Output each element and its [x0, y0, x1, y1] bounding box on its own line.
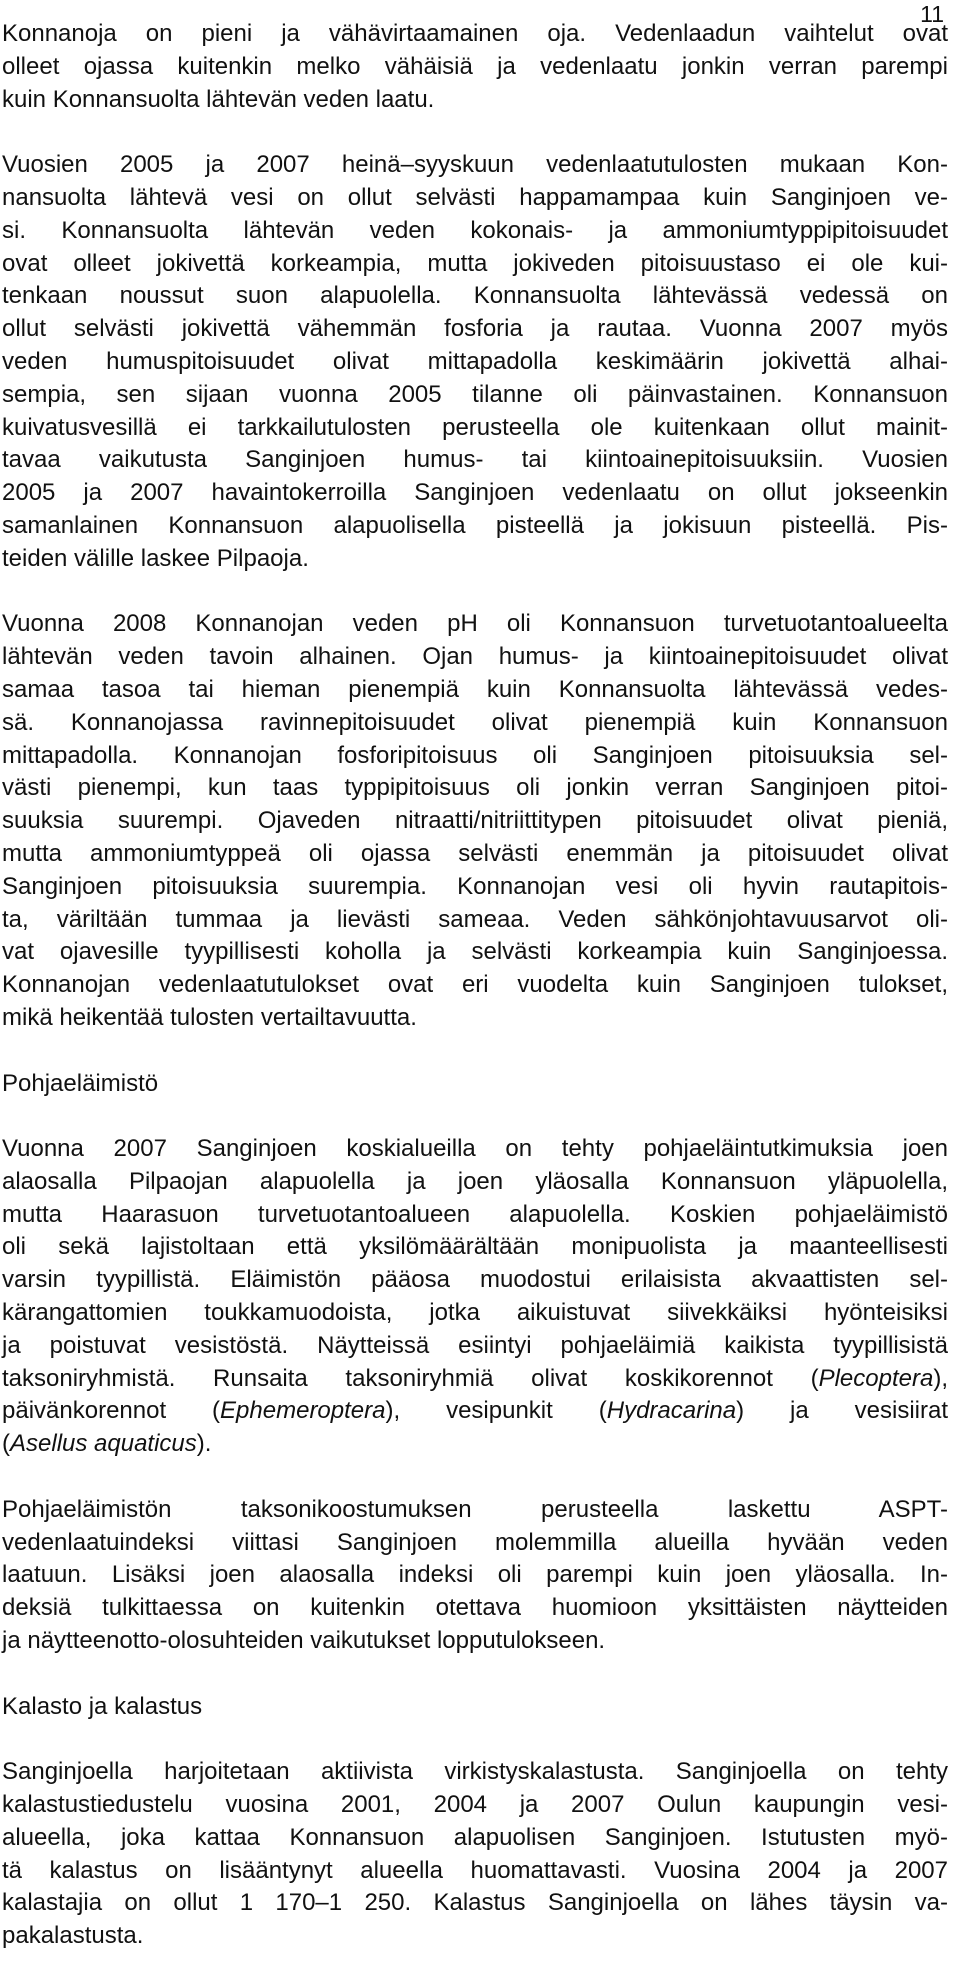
text-run: taksoniryhmistä. Runsaita taksoniryhmiä olivat koskikorennot (	[2, 1364, 819, 1392]
text-line: tä kalastus on lisääntynyt alueella huomattavasti. Vuosina 2004 ja 2007	[2, 1856, 948, 1884]
paragraph-fishing	[2, 1756, 948, 1953]
text-run: ).	[196, 1430, 212, 1458]
text-line: Vuonna 2008 Konnanojan veden pH oli Konnansuon turvetuotantoalueelta	[2, 610, 948, 638]
text-line: deksiä tulkittaessa on kuitenkin otettava huomioon yksittäisten näytteiden	[2, 1594, 948, 1622]
text-line: Vuonna 2007 Sanginjoen koskialueilla on tehty pohjaeläintutkimuksia joen	[2, 1135, 948, 1163]
text-run: ) ja vesisiirat	[736, 1397, 949, 1425]
text-line: samanlainen Konnansuon alapuolisella pisteellä ja jokisuun pisteellä. Pis-	[2, 511, 948, 539]
text-line: kärangattomien toukkamuodoista, jotka aikuistuvat siivekkäiksi hyönteisiksi	[2, 1299, 948, 1327]
text-line: Sanginjoella harjoitetaan aktiivista virkistyskalastusta. Sanginjoella on tehty	[2, 1758, 948, 1786]
text-line: kuin Konnansuolta lähtevän veden laatu.	[2, 85, 435, 113]
taxon-name-hydracarina: Hydracarina	[606, 1397, 737, 1425]
text-line: vat ojavesille tyypillisesti koholla ja selvästi korkeampia kuin Sanginjoessa.	[2, 938, 948, 966]
text-line: olleet ojassa kuitenkin melko vähäisiä ja vedenlaatu jonkin verran parempi	[2, 52, 948, 80]
text-line: ja poistuvat vesistöstä. Näytteissä esiintyi pohjaeläimiä kaikista tyypillisistä	[2, 1331, 948, 1359]
text-line: mikä heikentää tulosten vertailtavuutta.	[2, 1003, 417, 1031]
text-line: Sanginjoen pitoisuuksia suurempia. Konnanojan vesi oli hyvin rautapitois-	[2, 872, 948, 900]
text-line: varsin tyypillistä. Eläimistön pääosa muodostui erilaisista akvaattisten sel-	[2, 1266, 948, 1294]
text-line: pakalastusta.	[2, 1922, 144, 1950]
text-line: kalastustiedustelu vuosina 2001, 2004 ja 2007 Oulun kaupungin vesi-	[2, 1791, 948, 1819]
text-line: mutta ammoniumtyppeä oli ojassa selvästi enemmän ja pitoisuudet olivat	[2, 839, 948, 867]
paragraph-gap	[2, 1658, 948, 1691]
taxon-name-ephemeroptera: Ephemeroptera	[220, 1397, 386, 1425]
text-line: Pohjaeläimistön taksonikoostumuksen perusteella laskettu ASPT-	[2, 1495, 948, 1523]
text-run: (	[2, 1430, 10, 1458]
text-line: sempia, sen sijaan vuonna 2005 tilanne oli päinvastainen. Konnansuon	[2, 380, 948, 408]
taxon-name-asellus-aquaticus: Asellus aquaticus	[10, 1430, 197, 1458]
text-line: ollut selvästi jokivettä vähemmän fosforia ja rautaa. Vuonna 2007 myös	[2, 315, 948, 343]
text-run: päivänkorennot (	[2, 1397, 221, 1425]
paragraph-konnanoja-intro	[2, 18, 948, 116]
page-number: 11	[920, 1, 944, 27]
text-line: suuksia suurempi. Ojaveden nitraatti/nitriittitypen pitoisuudet olivat pieniä,	[2, 807, 948, 835]
paragraph-water-quality-2005-2007	[2, 149, 948, 575]
page-content	[2, 18, 948, 1953]
text-line: mutta Haarasuon turvetuotantoalueen alapuolella. Koskien pohjaeläimistö	[2, 1200, 948, 1228]
text-line: oli sekä lajistoltaan että yksilömäärältään monipuolista ja maanteellisesti	[2, 1233, 948, 1261]
text-line	[2, 1395, 948, 1428]
text-line: kalastajia on ollut 1 170–1 250. Kalastus Sanginjoella on lähes täysin va-	[2, 1889, 948, 1917]
paragraph-benthos-survey	[2, 1133, 948, 1461]
text-line	[2, 1363, 948, 1396]
text-line: samaa tasoa tai hieman pienempiä kuin Konnansuolta lähtevässä vedes-	[2, 675, 948, 703]
text-line: teiden välille laskee Pilpaoja.	[2, 544, 309, 572]
text-line: västi pienempi, kun taas typpipitoisuus oli jonkin verran Sanginjoen pitoi-	[2, 774, 948, 802]
text-line: laatuun. Lisäksi joen alaosalla indeksi oli parempi kuin joen yläosalla. In-	[2, 1561, 948, 1589]
text-line: alueella, joka kattaa Konnansuon alapuolisen Sanginjoen. Istutusten myö-	[2, 1823, 948, 1851]
text-line: tavaa vaikutusta Sanginjoen humus- tai kiintoainepitoisuuksiin. Vuosien	[2, 446, 948, 474]
paragraph-gap	[2, 1035, 948, 1068]
paragraph-gap	[2, 576, 948, 609]
text-line: tenkaan noussut suon alapuolella. Konnansuolta lähtevässä vedessä on	[2, 282, 948, 310]
text-line: kuivatusvesillä ei tarkkailutulosten perusteella ole kuitenkaan ollut mainit-	[2, 413, 948, 441]
taxon-name-plecoptera: Plecoptera	[818, 1364, 934, 1392]
text-line: ovat olleet jokivettä korkeampia, mutta jokiveden pitoisuustaso ei ole kui-	[2, 249, 948, 277]
section-heading-kalasto-ja-kalastus: Kalasto ja kalastus	[2, 1692, 203, 1720]
paragraph-aspt-index	[2, 1494, 948, 1658]
text-line: veden humuspitoisuudet olivat mittapadolla keskimäärin jokivettä alhai-	[2, 347, 948, 375]
text-line: vedenlaatuindeksi viittasi Sanginjoen molemmilla alueilla hyvään veden	[2, 1528, 948, 1556]
text-line: ja näytteenotto-olosuhteiden vaikutukset lopputulokseen.	[2, 1627, 606, 1655]
text-line: sä. Konnanojassa ravinnepitoisuudet olivat pienempiä kuin Konnansuon	[2, 708, 948, 736]
text-line: lähtevän veden tavoin alhainen. Ojan humus- ja kiintoainepitoisuudet olivat	[2, 643, 948, 671]
paragraph-gap	[2, 1461, 948, 1494]
paragraph-gap	[2, 116, 948, 149]
text-line	[2, 1428, 948, 1461]
text-line: Konnanoja on pieni ja vähävirtaamainen oja. Vedenlaadun vaihtelut ovat	[2, 20, 948, 47]
text-line: ta, väriltään tummaa ja lievästi sameaa. Veden sähkönjohtavuusarvot oli-	[2, 905, 948, 933]
text-run: ),	[933, 1364, 948, 1392]
text-line: 2005 ja 2007 havaintokerroilla Sanginjoen vedenlaatu on ollut jokseenkin	[2, 479, 948, 507]
text-line: mittapadolla. Konnanojan fosforipitoisuus oli Sanginjoen pitoisuuksia sel-	[2, 741, 948, 769]
text-line: si. Konnansuolta lähtevän veden kokonais- ja ammoniumtyppipitoisuudet	[2, 216, 948, 244]
text-run: ), vesipunkit (	[385, 1397, 607, 1425]
text-line: alaosalla Pilpaojan alapuolella ja joen yläosalla Konnansuon yläpuolella,	[2, 1167, 948, 1195]
paragraph-gap	[2, 1100, 948, 1133]
text-line: nansuolta lähtevä vesi on ollut selvästi happamampaa kuin Sanginjoen ve-	[2, 183, 948, 211]
section-heading-pohjaelaimisto: Pohjaeläimistö	[2, 1069, 159, 1097]
text-line: Konnanojan vedenlaatutulokset ovat eri vuodelta kuin Sanginjoen tulokset,	[2, 971, 948, 999]
paragraph-konnanoja-2008	[2, 608, 948, 1034]
paragraph-gap	[2, 1723, 948, 1756]
text-line: Vuosien 2005 ja 2007 heinä–syyskuun vedenlaatutulosten mukaan Kon-	[2, 151, 948, 179]
